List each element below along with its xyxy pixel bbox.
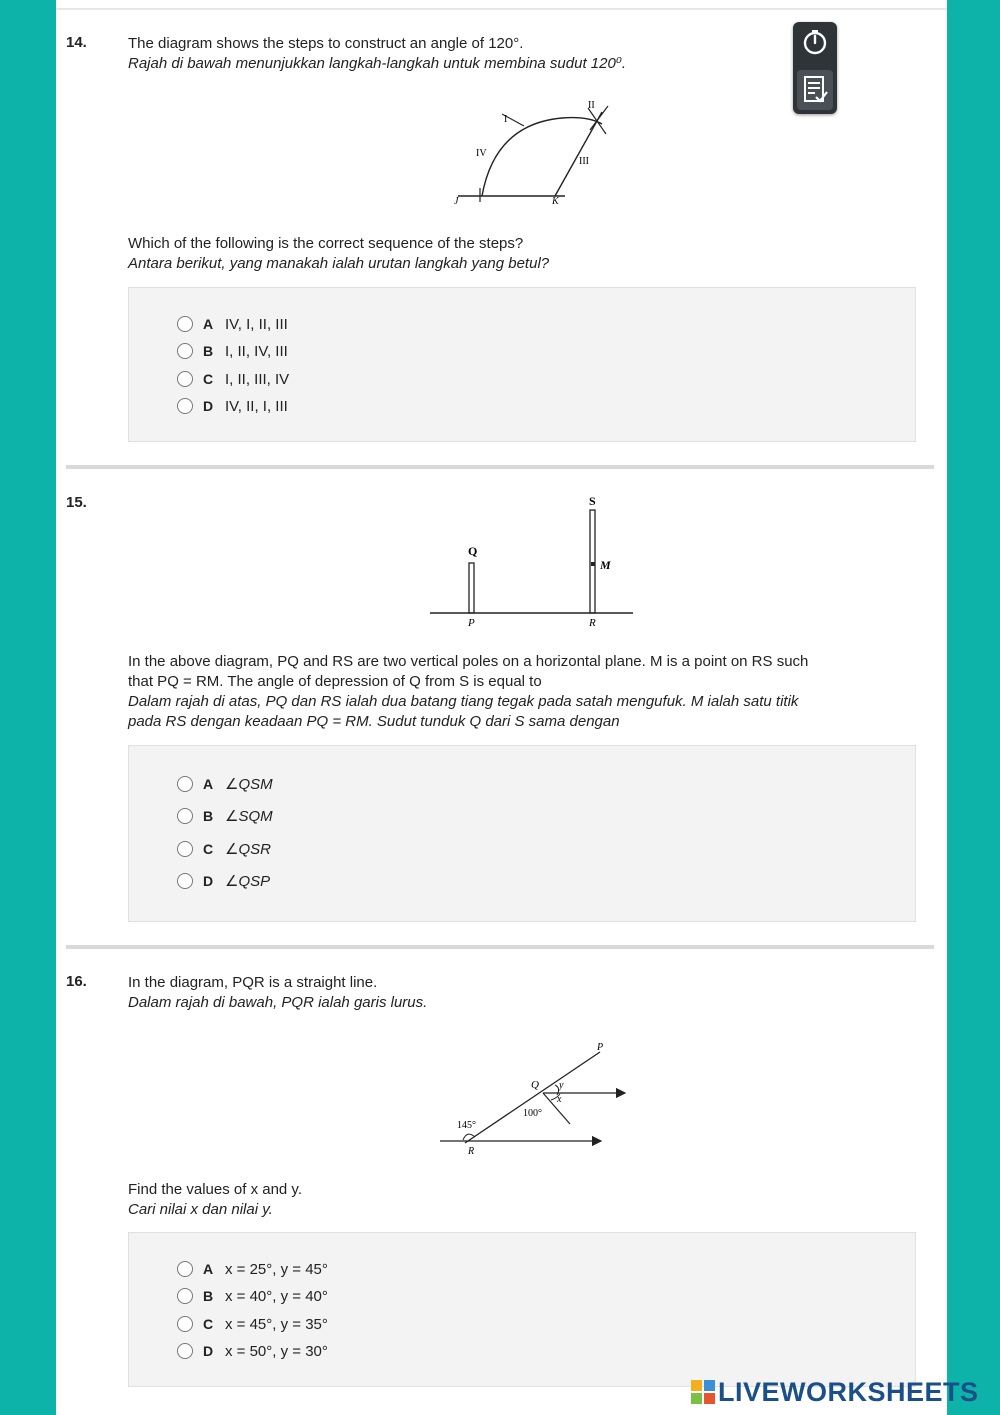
step-label-iii: III [579, 156, 589, 167]
liveworksheets-logo-icon [690, 1379, 716, 1405]
option-b[interactable] [177, 1285, 328, 1307]
point-label-j: J [454, 196, 459, 207]
label-q: Q [531, 1079, 539, 1091]
label-q: Q [468, 544, 478, 558]
option-letter: B [203, 1288, 214, 1304]
option-text: x = 50°, y = 30° [225, 1342, 328, 1360]
option-text: ∠SQM [225, 808, 273, 825]
label-x: x [557, 1094, 562, 1105]
option-text: I, II, IV, III [225, 342, 288, 360]
pole-pq [469, 563, 474, 613]
angle-100: 100° [523, 1108, 542, 1119]
radio-button[interactable] [177, 776, 193, 792]
option-text: x = 25°, y = 45° [225, 1260, 328, 1278]
left-teal-bar [0, 0, 56, 1415]
question-16-prompt-ms: Cari nilai x dan nilai y. [128, 1201, 273, 1218]
question-16-text [128, 973, 427, 1013]
question-15-text-en-2: that PQ = RM. The angle of depression of Q from S is equal to [128, 673, 542, 690]
question-15-options [128, 745, 916, 922]
question-16-diagram [435, 1038, 635, 1158]
angle-145: 145° [457, 1120, 476, 1131]
radio-button[interactable] [177, 873, 193, 889]
question-15-text-en-1: In the above diagram, PQ and RS are two vertical poles on a horizontal plane. M is a point on RS such [128, 653, 809, 670]
question-14-number: 14. [66, 34, 87, 51]
step-label-iv: IV [476, 148, 487, 159]
right-teal-bar [947, 0, 1000, 1415]
question-14-diagram [440, 96, 640, 208]
option-text: ∠QSM [225, 776, 273, 793]
section-divider [66, 945, 934, 949]
option-text: ∠QSR [225, 841, 271, 858]
question-16-prompt [128, 1180, 302, 1220]
question-14-text-en: The diagram shows the steps to construct an angle of 120°. [128, 35, 524, 52]
radio-button[interactable] [177, 1288, 193, 1304]
option-text: ∠QSP [225, 873, 271, 890]
option-letter: C [203, 841, 214, 857]
radio-button[interactable] [177, 398, 193, 414]
option-letter: A [203, 1261, 214, 1277]
question-15-text [128, 652, 928, 732]
question-16-prompt-en: Find the values of x and y. [128, 1181, 302, 1198]
pole-rs [590, 510, 595, 613]
option-d[interactable] [177, 395, 288, 417]
option-c[interactable] [177, 838, 271, 860]
option-b[interactable] [177, 340, 288, 362]
label-p: P [468, 617, 475, 629]
question-14-prompt-ms: Antara berikut, yang manakah ialah urutan langkah yang betul? [128, 255, 550, 272]
radio-button[interactable] [177, 1261, 193, 1277]
option-text: IV, II, I, III [225, 397, 288, 415]
option-a[interactable] [177, 1258, 328, 1280]
radio-button[interactable] [177, 808, 193, 824]
radio-button[interactable] [177, 316, 193, 332]
question-14-prompt [128, 234, 549, 274]
option-a[interactable] [177, 313, 288, 335]
radio-button[interactable] [177, 1316, 193, 1332]
option-letter: C [203, 1316, 214, 1332]
radio-button[interactable] [177, 371, 193, 387]
question-15-text-ms-1: Dalam rajah di atas, PQ dan RS ialah dua batang tiang tegak pada satah mengufuk. M ialah satu titik [128, 693, 799, 710]
arm-line [555, 112, 602, 196]
option-letter: B [203, 343, 214, 359]
tool-panel [793, 22, 837, 114]
point-label-k: K [552, 196, 559, 207]
section-divider [66, 465, 934, 469]
option-letter: B [203, 808, 214, 824]
question-15-number: 15. [66, 494, 87, 511]
question-16-options [128, 1232, 916, 1387]
submit-sheet-button[interactable] [797, 70, 833, 110]
option-d[interactable] [177, 1340, 328, 1362]
step-label-ii: II [588, 100, 595, 111]
liveworksheets-brand [690, 1375, 979, 1409]
question-14-prompt-en: Which of the following is the correct sequence of the steps? [128, 235, 524, 252]
label-r: R [468, 1146, 475, 1157]
point-m-marker [591, 562, 595, 566]
brand-text: LIVEWORKSHEETS [718, 1376, 979, 1407]
submit-sheet-icon [797, 70, 833, 110]
question-14-text-ms: Rajah di bawah menunjukkan langkah-langkah untuk membina sudut 120⁰. [128, 55, 627, 72]
option-text: I, II, III, IV [225, 370, 290, 388]
question-14-text [128, 34, 626, 74]
question-15-diagram [425, 490, 640, 632]
label-m: M [600, 558, 611, 572]
label-s: S [589, 494, 596, 508]
line-pqr [465, 1052, 600, 1143]
option-letter: D [203, 1343, 214, 1359]
option-text: x = 40°, y = 40° [225, 1287, 328, 1305]
option-letter: C [203, 371, 214, 387]
label-y: y [559, 1080, 564, 1091]
question-16-text-ms: Dalam rajah di bawah, PQR ialah garis lurus. [128, 994, 428, 1011]
option-a[interactable] [177, 773, 273, 795]
question-16-text-en: In the diagram, PQR is a straight line. [128, 974, 378, 991]
label-p: P [597, 1042, 604, 1053]
option-letter: A [203, 316, 214, 332]
option-b[interactable] [177, 805, 273, 827]
option-letter: D [203, 873, 214, 889]
question-14-options [128, 287, 916, 442]
option-c[interactable] [177, 1313, 328, 1335]
option-text: IV, I, II, III [225, 315, 288, 333]
option-letter: A [203, 776, 214, 792]
radio-button[interactable] [177, 1343, 193, 1359]
option-letter: D [203, 398, 214, 414]
radio-button[interactable] [177, 841, 193, 857]
option-c[interactable] [177, 368, 289, 390]
radio-button[interactable] [177, 343, 193, 359]
question-16-number: 16. [66, 973, 87, 990]
step-label-i: I [504, 114, 508, 125]
timer-icon[interactable] [801, 28, 829, 56]
option-d[interactable] [177, 870, 270, 892]
question-15-text-ms-2: pada RS dengan keadaan PQ = RM. Sudut tunduk Q dari S sama dengan [128, 713, 620, 730]
option-text: x = 45°, y = 35° [225, 1315, 328, 1333]
top-rule [56, 8, 947, 10]
label-r: R [589, 617, 596, 629]
